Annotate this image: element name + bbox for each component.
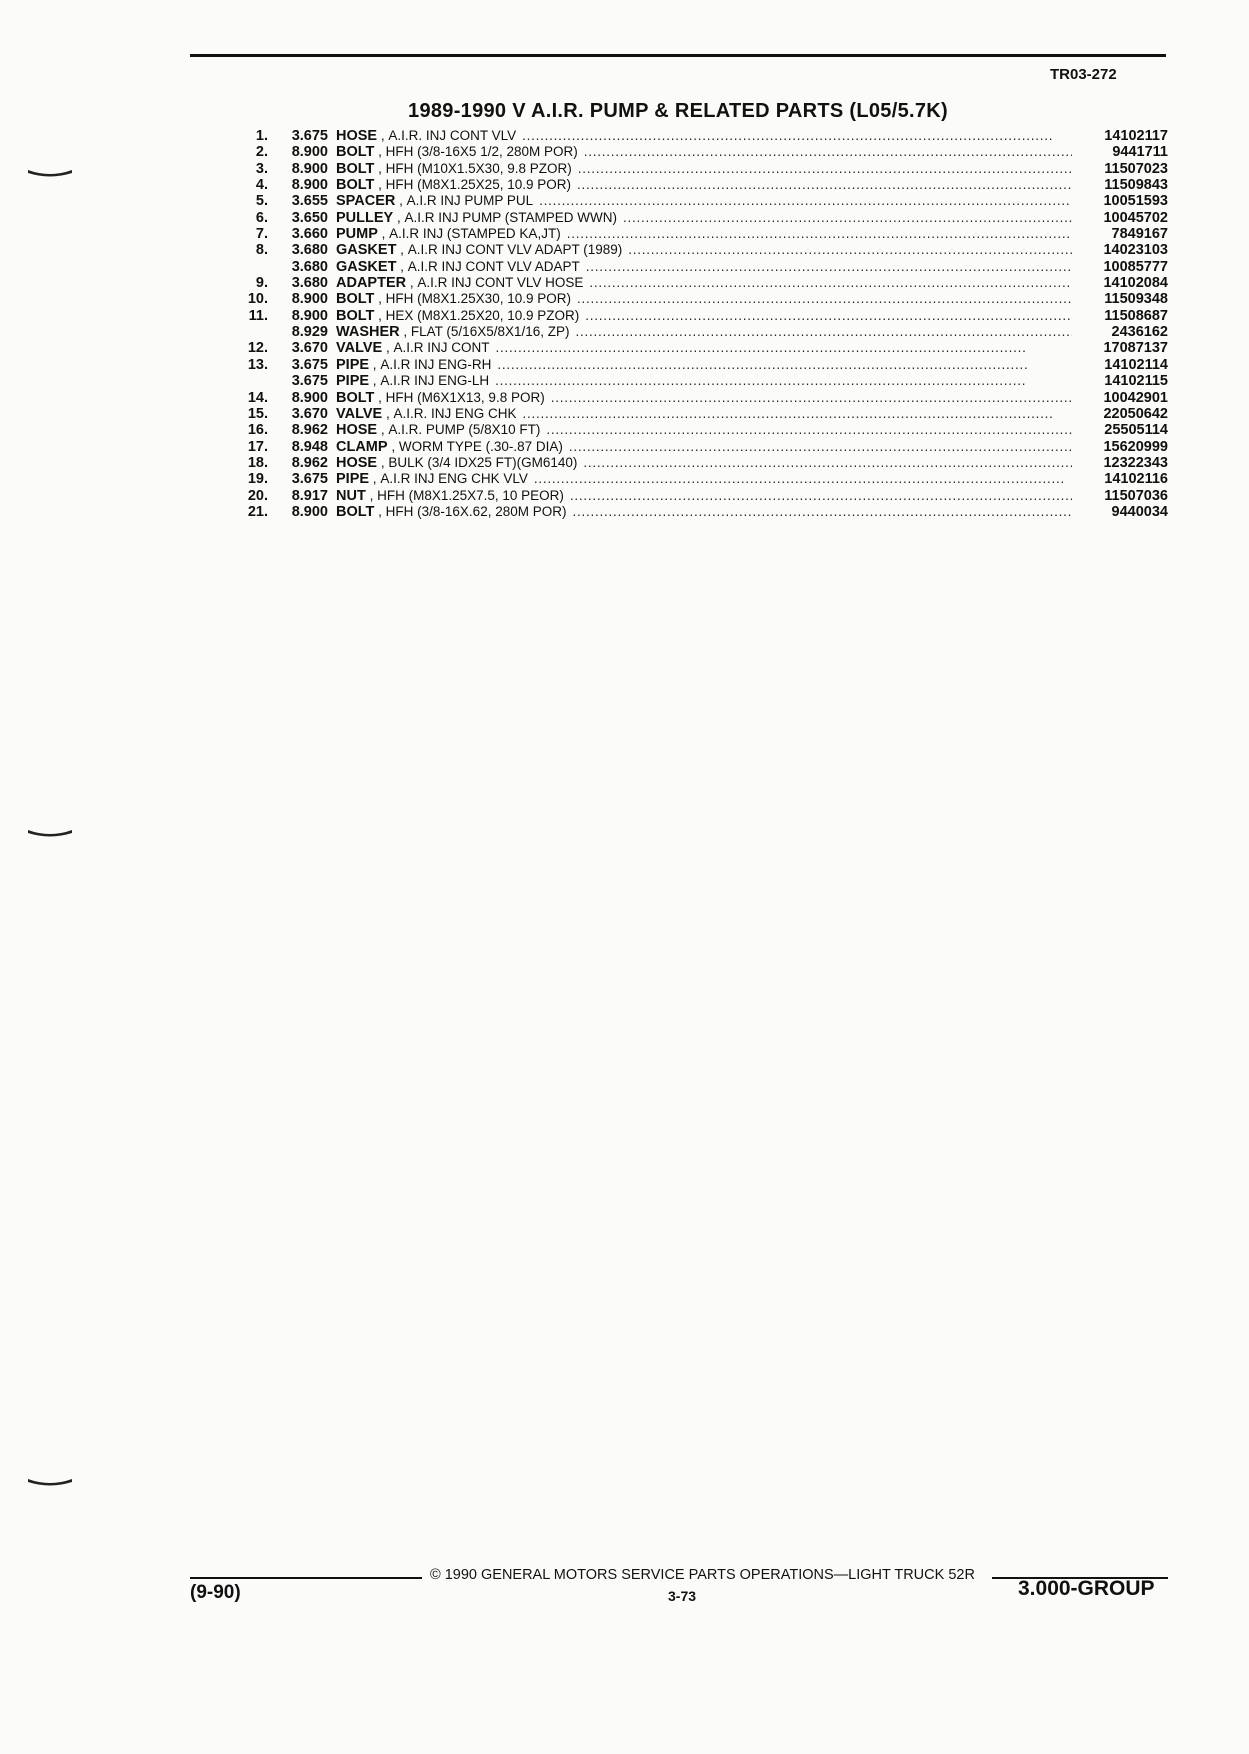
part-description bbox=[328, 193, 1078, 209]
part-row bbox=[230, 275, 1168, 291]
part-number: 25505114 bbox=[1104, 422, 1168, 439]
part-row bbox=[230, 259, 1168, 275]
group-number: 3.650 bbox=[291, 209, 328, 226]
part-detail: A.I.R INJ CONT VLV ADAPT bbox=[407, 258, 580, 274]
dot-leader bbox=[546, 422, 1072, 438]
group-number: 3.680 bbox=[291, 275, 328, 292]
separator: , bbox=[365, 487, 378, 503]
separator: , bbox=[377, 454, 389, 470]
group-number: 8.962 bbox=[291, 454, 328, 471]
dot-leader bbox=[572, 504, 1072, 520]
separator: , bbox=[382, 405, 394, 421]
part-name: PULLEY bbox=[336, 209, 394, 226]
part-row bbox=[230, 226, 1168, 242]
part-row bbox=[230, 390, 1168, 406]
separator: , bbox=[369, 373, 381, 389]
part-number: 14023103 bbox=[1103, 242, 1168, 259]
part-name: BOLT bbox=[336, 389, 375, 406]
separator: , bbox=[377, 422, 389, 438]
part-description bbox=[328, 455, 1078, 471]
part-row bbox=[230, 340, 1168, 356]
part-row bbox=[230, 488, 1168, 504]
part-row bbox=[230, 144, 1168, 160]
dot-leader bbox=[567, 226, 1072, 242]
part-number: 15620999 bbox=[1103, 438, 1168, 455]
part-number: 9441711 bbox=[1112, 144, 1168, 161]
part-name: VALVE bbox=[336, 405, 383, 422]
item-number: 7. bbox=[255, 226, 268, 243]
group-number: 3.655 bbox=[291, 193, 328, 210]
item-number: 6. bbox=[255, 209, 268, 226]
binder-punch-mark bbox=[28, 168, 72, 178]
part-detail: FLAT (5/16X5/8X1/16, ZP) bbox=[410, 324, 570, 340]
part-name: GASKET bbox=[336, 242, 397, 259]
part-name: HOSE bbox=[336, 454, 378, 471]
part-detail: A.I.R INJ ENG CHK VLV bbox=[380, 471, 528, 487]
part-description bbox=[328, 340, 1078, 356]
item-number: 1. bbox=[255, 128, 268, 144]
part-detail: HFH (M8X1.25X25, 10.9 POR) bbox=[385, 177, 571, 193]
part-detail: A.I.R INJ PUMP (STAMPED WWN) bbox=[404, 209, 617, 225]
group-number: 3.675 bbox=[291, 373, 328, 390]
part-detail: BULK (3/4 IDX25 FT)(GM6140) bbox=[388, 454, 578, 470]
part-row bbox=[230, 324, 1168, 340]
item-number: 19. bbox=[247, 471, 268, 488]
item-number: 10. bbox=[247, 291, 268, 308]
separator: , bbox=[393, 209, 405, 225]
dot-leader bbox=[495, 340, 1072, 356]
part-description bbox=[328, 324, 1078, 340]
part-name: ADAPTER bbox=[336, 275, 407, 292]
part-detail: A.I.R INJ (STAMPED KA,JT) bbox=[389, 226, 561, 242]
part-name: CLAMP bbox=[336, 438, 388, 455]
item-number: 21. bbox=[247, 503, 268, 520]
footer-date-code: (9-90) bbox=[190, 1582, 241, 1603]
part-name: BOLT bbox=[336, 177, 375, 194]
group-number: 3.675 bbox=[291, 356, 328, 373]
item-number: 3. bbox=[255, 160, 268, 177]
separator: , bbox=[374, 177, 386, 193]
part-description bbox=[328, 259, 1078, 275]
dot-leader bbox=[523, 406, 1073, 422]
part-description bbox=[328, 128, 1078, 144]
part-detail: HFH (M8X1.25X30, 10.9 POR) bbox=[385, 291, 571, 307]
part-name: BOLT bbox=[336, 144, 375, 161]
dot-leader bbox=[551, 390, 1072, 406]
part-row bbox=[230, 308, 1168, 324]
group-number: 3.660 bbox=[291, 226, 328, 243]
dot-leader bbox=[576, 324, 1072, 340]
part-description bbox=[328, 422, 1078, 438]
part-description bbox=[328, 144, 1078, 160]
part-description bbox=[328, 488, 1078, 504]
group-number: 3.675 bbox=[291, 128, 328, 144]
parts-list bbox=[230, 128, 1168, 520]
part-detail: A.I.R. INJ ENG CHK bbox=[393, 405, 517, 421]
item-number: 16. bbox=[247, 422, 268, 439]
item-number: 2. bbox=[255, 144, 268, 161]
separator: , bbox=[377, 128, 389, 143]
item-number: 18. bbox=[247, 454, 268, 471]
part-row bbox=[230, 210, 1168, 226]
binder-punch-mark bbox=[28, 1477, 72, 1487]
dot-leader bbox=[570, 488, 1072, 504]
part-name: GASKET bbox=[336, 258, 397, 275]
group-number: 8.900 bbox=[291, 160, 328, 177]
part-detail: A.I.R. INJ CONT VLV bbox=[388, 128, 517, 143]
part-name: PUMP bbox=[336, 226, 378, 243]
dot-leader bbox=[578, 161, 1072, 177]
dot-leader bbox=[586, 259, 1072, 275]
separator: , bbox=[374, 389, 386, 405]
part-number: 11507023 bbox=[1104, 160, 1168, 177]
page-id: TR03-272 bbox=[1050, 66, 1117, 83]
part-detail: A.I.R INJ PUMP PUL bbox=[406, 193, 534, 209]
part-detail: HEX (M8X1.25X20, 10.9 PZOR) bbox=[385, 307, 580, 323]
item-number: 15. bbox=[247, 405, 268, 422]
dot-leader bbox=[495, 373, 1072, 389]
part-detail: HFH (M8X1.25X7.5, 10 PEOR) bbox=[377, 487, 564, 503]
separator: , bbox=[406, 275, 418, 291]
part-row bbox=[230, 455, 1168, 471]
group-number: 8.900 bbox=[291, 291, 328, 308]
dot-leader bbox=[623, 210, 1072, 226]
item-number: 14. bbox=[247, 389, 268, 406]
separator: , bbox=[396, 242, 408, 258]
part-name: WASHER bbox=[336, 324, 400, 341]
item-number: 13. bbox=[247, 356, 268, 373]
item-number: 17. bbox=[247, 438, 268, 455]
part-description bbox=[328, 373, 1078, 389]
part-row bbox=[230, 242, 1168, 258]
dot-leader bbox=[534, 471, 1072, 487]
group-number: 3.680 bbox=[291, 258, 328, 275]
dot-leader bbox=[577, 291, 1072, 307]
part-detail: A.I.R INJ ENG-LH bbox=[380, 373, 490, 389]
part-number: 10045702 bbox=[1103, 209, 1168, 226]
group-number: 8.917 bbox=[291, 487, 328, 504]
part-row bbox=[230, 439, 1168, 455]
part-description bbox=[328, 357, 1078, 373]
group-number: 8.929 bbox=[291, 324, 328, 341]
group-number: 8.948 bbox=[291, 438, 328, 455]
dot-leader bbox=[589, 275, 1072, 291]
part-row bbox=[230, 471, 1168, 487]
part-number: 14102117 bbox=[1104, 128, 1168, 144]
footer-group: 3.000-GROUP bbox=[1018, 1577, 1155, 1600]
part-number: 17087137 bbox=[1103, 340, 1168, 357]
item-number: 8. bbox=[255, 242, 268, 259]
part-row bbox=[230, 193, 1168, 209]
part-description bbox=[328, 226, 1078, 242]
part-description bbox=[328, 242, 1078, 258]
separator: , bbox=[377, 226, 390, 242]
part-name: HOSE bbox=[336, 422, 378, 439]
part-name: BOLT bbox=[336, 291, 375, 308]
part-number: 11508687 bbox=[1104, 307, 1168, 324]
part-description bbox=[328, 308, 1078, 324]
dot-leader bbox=[569, 439, 1072, 455]
part-description bbox=[328, 390, 1078, 406]
item-number: 20. bbox=[247, 487, 268, 504]
part-number: 2436162 bbox=[1111, 324, 1168, 341]
part-number: 11509843 bbox=[1104, 177, 1168, 194]
part-detail: HFH (M6X1X13, 9.8 POR) bbox=[385, 389, 545, 405]
part-detail: HFH (3/8-16X5 1/2, 280M POR) bbox=[385, 144, 578, 160]
item-number: 5. bbox=[255, 193, 268, 210]
part-name: BOLT bbox=[336, 307, 375, 324]
group-number: 8.900 bbox=[291, 503, 328, 520]
separator: , bbox=[374, 503, 386, 519]
binder-punch-mark bbox=[28, 828, 72, 838]
part-name: BOLT bbox=[336, 503, 375, 520]
group-number: 8.900 bbox=[291, 177, 328, 194]
group-number: 3.670 bbox=[291, 340, 328, 357]
dot-leader bbox=[539, 193, 1072, 209]
group-number: 8.900 bbox=[291, 307, 328, 324]
part-name: BOLT bbox=[336, 160, 375, 177]
part-detail: HFH (3/8-16X.62, 280M POR) bbox=[385, 503, 567, 519]
part-description bbox=[328, 275, 1078, 291]
part-description bbox=[328, 291, 1078, 307]
part-number: 9440034 bbox=[1111, 503, 1168, 520]
group-number: 3.675 bbox=[291, 471, 328, 488]
dot-leader bbox=[522, 128, 1072, 144]
part-description bbox=[328, 406, 1078, 422]
item-number: 4. bbox=[255, 177, 268, 194]
part-number: 14102084 bbox=[1103, 275, 1168, 292]
dot-leader bbox=[583, 455, 1072, 471]
part-row bbox=[230, 422, 1168, 438]
part-description bbox=[328, 210, 1078, 226]
item-number: 11. bbox=[248, 307, 268, 324]
separator: , bbox=[374, 144, 386, 160]
part-row bbox=[230, 177, 1168, 193]
part-number: 11507036 bbox=[1104, 487, 1168, 504]
part-row bbox=[230, 291, 1168, 307]
part-detail: A.I.R INJ ENG-RH bbox=[380, 356, 492, 372]
part-name: PIPE bbox=[336, 356, 370, 373]
item-number: 12. bbox=[247, 340, 268, 357]
dot-leader bbox=[577, 177, 1072, 193]
part-detail: A.I.R INJ CONT bbox=[393, 340, 490, 356]
part-row bbox=[230, 357, 1168, 373]
part-detail: A.I.R. PUMP (5/8X10 FT) bbox=[388, 422, 541, 438]
part-number: 14102116 bbox=[1104, 471, 1168, 488]
footer-page-number: 3-73 bbox=[668, 1588, 697, 1604]
group-number: 3.670 bbox=[291, 405, 328, 422]
part-row bbox=[230, 161, 1168, 177]
part-name: PIPE bbox=[336, 373, 370, 390]
separator: , bbox=[369, 471, 381, 487]
group-number: 8.962 bbox=[291, 422, 328, 439]
dot-leader bbox=[584, 144, 1072, 160]
group-number: 8.900 bbox=[291, 389, 328, 406]
item-number: 9. bbox=[255, 275, 268, 292]
separator: , bbox=[399, 324, 411, 340]
part-row bbox=[230, 128, 1168, 144]
part-number: 12322343 bbox=[1103, 454, 1168, 471]
dot-leader bbox=[628, 242, 1072, 258]
part-name: HOSE bbox=[336, 128, 378, 144]
part-row bbox=[230, 504, 1168, 520]
separator: , bbox=[369, 356, 381, 372]
part-detail: WORM TYPE (.30-.87 DIA) bbox=[398, 438, 563, 454]
part-detail: HFH (M10X1.5X30, 9.8 PZOR) bbox=[385, 160, 572, 176]
part-description bbox=[328, 471, 1078, 487]
part-name: SPACER bbox=[336, 193, 396, 210]
part-number: 22050642 bbox=[1103, 405, 1168, 422]
part-description bbox=[328, 177, 1078, 193]
footer-rule-left bbox=[190, 1577, 422, 1579]
part-name: PIPE bbox=[336, 471, 370, 488]
part-number: 14102115 bbox=[1104, 373, 1168, 390]
part-row bbox=[230, 406, 1168, 422]
top-rule bbox=[190, 54, 1166, 57]
dot-leader bbox=[497, 357, 1072, 373]
part-number: 11509348 bbox=[1104, 291, 1168, 308]
separator: , bbox=[382, 340, 394, 356]
group-number: 3.680 bbox=[291, 242, 328, 259]
part-number: 10042901 bbox=[1103, 389, 1168, 406]
part-number: 7849167 bbox=[1111, 226, 1168, 243]
part-name: NUT bbox=[336, 487, 366, 504]
part-description bbox=[328, 439, 1078, 455]
part-description bbox=[328, 161, 1078, 177]
separator: , bbox=[374, 160, 386, 176]
separator: , bbox=[395, 193, 407, 209]
group-number: 8.900 bbox=[291, 144, 328, 161]
part-description bbox=[328, 504, 1078, 520]
dot-leader bbox=[585, 308, 1072, 324]
part-detail: A.I.R INJ CONT VLV ADAPT (1989) bbox=[407, 242, 623, 258]
part-number: 14102114 bbox=[1104, 356, 1168, 373]
part-number: 10051593 bbox=[1103, 193, 1168, 210]
separator: , bbox=[396, 258, 408, 274]
separator: , bbox=[387, 438, 399, 454]
part-number: 10085777 bbox=[1103, 258, 1168, 275]
part-row bbox=[230, 373, 1168, 389]
page-title: 1989-1990 V A.I.R. PUMP & RELATED PARTS (L05/5.7K) bbox=[408, 100, 948, 122]
footer-copyright: © 1990 GENERAL MOTORS SERVICE PARTS OPERATIONS—LIGHT TRUCK 52R bbox=[430, 1567, 975, 1583]
part-detail: A.I.R INJ CONT VLV HOSE bbox=[417, 275, 584, 291]
separator: , bbox=[374, 291, 386, 307]
part-name: VALVE bbox=[336, 340, 383, 357]
separator: , bbox=[374, 307, 386, 323]
